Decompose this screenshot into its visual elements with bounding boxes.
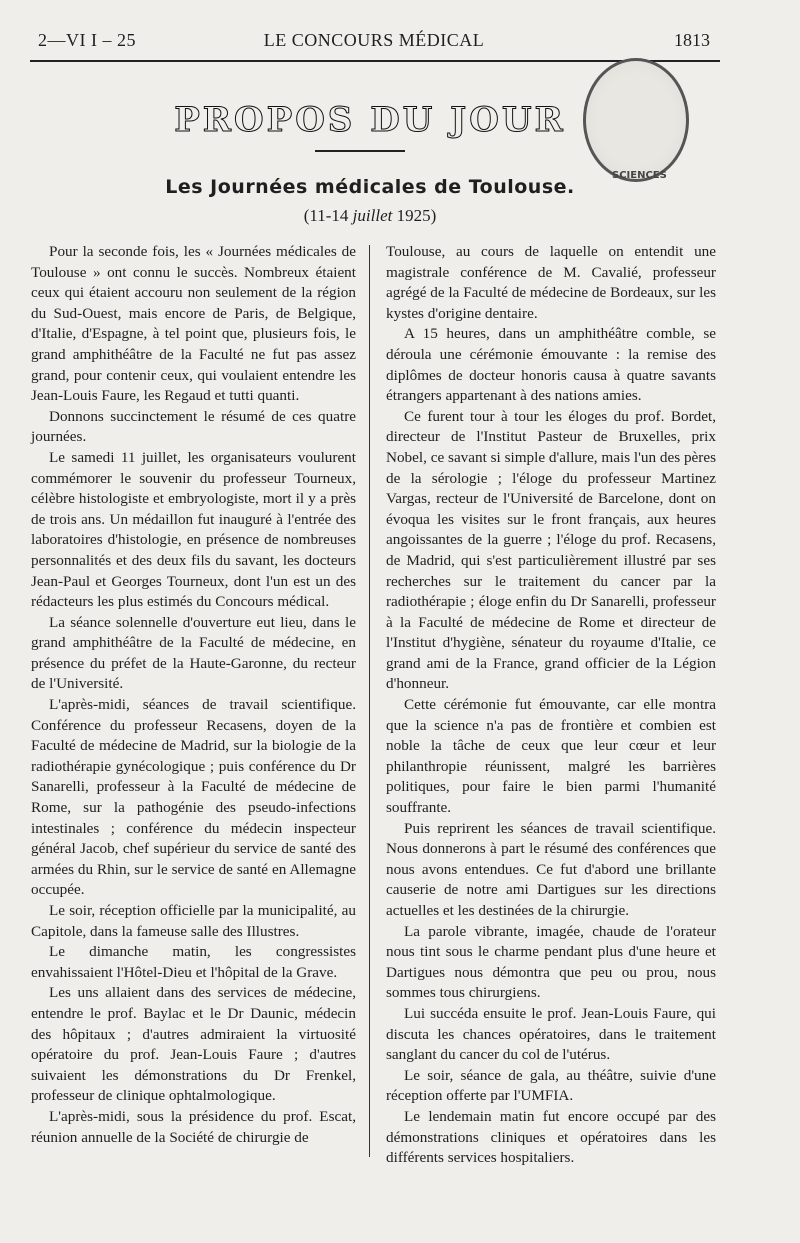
paragraph: Donnons succinctement le résumé de ces quatre journées. [31, 407, 356, 446]
paragraph: La séance solennelle d'ouverture eut lieu, dans le grand amphithéâtre de la Faculté de médecine, en présence du préfet de la Haute-Garonne, du recteur de l'Université. [31, 613, 356, 693]
issue-date: 2—VI I – 25 [38, 30, 136, 50]
paragraph: Ce furent tour à tour les éloges du prof. Bordet, directeur de l'Institut Pasteur de Bruxelles, prix Nobel, ce savant si simple d'allure, mais l'un des pères de la sérologie ; l'éloge du professeur Martinez Vargas, recteur de l'Université de Barcelone, dont on évoqua les visites sur le front français, aux heures angoissantes de la guerre ; l'éloge du prof. Recasens, de Madrid, qui s'est particulièrement illustré par ses recherches sur le traitement du cancer par la radiothérapie ; éloge enfin du Dr Sanarelli, professeur à la Faculté de médecine de Rome et directeur de l'Institut d'hygiène, sénateur du royaume d'Italie, ce grand ami de la France, grand officier de la Légion d'honneur. [386, 407, 716, 693]
right-column [386, 242, 716, 1169]
column-divider [369, 245, 370, 1157]
paragraph: Le soir, séance de gala, au théâtre, suivie d'une réception offerte par l'UMFIA. [386, 1066, 716, 1105]
paragraph: Puis reprirent les séances de travail scientifique. Nous donnerons à part le résumé des conférences que nous avons entendues. Ce fut d'abord une brillante causerie de notre ami Dartigues sur les directions actuelles et les destinées de la chirurgie. [386, 819, 716, 919]
paragraph: Cette cérémonie fut émouvante, car elle montra que la science n'a pas de frontière et combien est noble la tâche de ceux que leur cœur et leur philanthropie réunissent, malgré les barrières politiques, pour faire le bien parmi l'humanité souffrante. [386, 696, 716, 817]
page-number: 1813 [674, 30, 710, 50]
paragraph: Lui succéda ensuite le prof. Jean-Louis Faure, qui discuta les chances opératoires, dans le traitement sanglant du cancer du col de l'utérus. [386, 1004, 716, 1064]
paragraph: Le soir, réception officielle par la municipalité, au Capitole, dans la fameuse salle des Illustres. [31, 902, 356, 940]
stamp-lower-text: SCIENCES [612, 170, 667, 181]
article-title: Les Journées médicales de Toulouse. [165, 176, 575, 198]
paragraph: Le samedi 11 juillet, les organisateurs voulurent commémorer le souvenir du professeur Tourneux, célèbre histologiste et embryologiste, mort il y a près de trois ans. Un médaillon fut inauguré à l'entrée des laboratoires d'histologie, en présence de nombreuses personnalités et des deux fils du savant, les docteurs Jean-Paul et Georges Tourneux, dont l'un est un des rédacteurs les plus estimés du Concours médical. [31, 448, 356, 611]
article-date [0, 206, 740, 226]
paragraph: A 15 heures, dans un amphithéâtre comble, se déroula une cérémonie émouvante : la remise des diplômes de docteur honoris causa à quatre savants étrangers appartenant à des nations amies. [386, 325, 716, 405]
paragraph: L'après-midi, sous la présidence du prof. Escat, réunion annuelle de la Société de chirurgie de [31, 1107, 356, 1146]
paragraph: Pour la seconde fois, les « Journées médicales de Toulouse » ont connu le succès. Nombreux étaient ceux qui étaient accouru non seulement de la région du Sud-Ouest, mais encore de Paris, de Belgique, d'Italie, d'Espagne, à tel point que, plusieurs fois, le grand amphithéâtre de la Faculté ne fut pas assez grand, pour contenir ceux, qui voulaient entendre les Jean-Louis Faure, les Regaud et tutti quanti. [31, 243, 356, 405]
date-open: (11-14 [303, 206, 353, 225]
date-month: juillet [352, 206, 393, 225]
paragraph: Toulouse, au cours de laquelle on entendit une magistrale conférence de M. Cavalié, professeur agrégé de la Faculté de médecine de Bordeaux, sur les kystes d'origine dentaire. [386, 243, 716, 322]
journal-title: LE CONCOURS MÉDICAL [263, 30, 485, 50]
paragraph: Le dimanche matin, les congressistes envahissaient l'Hôtel-Dieu et l'hôpital de la Grave. [31, 943, 356, 981]
running-header [38, 30, 710, 54]
date-close: 1925) [392, 206, 437, 225]
section-kicker: PROPOS DU JOUR [174, 100, 566, 140]
paragraph: L'après-midi, séances de travail scientifique. Conférence du professeur Recasens, doyen de la Faculté de médecine de Madrid, sur la biologie de la radiothérapie gynécologique ; puis conférence du Dr Sanarelli, professeur à la Faculté de médecine de Rome, sur la pathogénie des pseudo-infections intestinales ; conférence du médecin inspecteur général Jacob, chef supérieur du service de santé des armées du Rhin, sur le service de santé en Allemagne occupée. [31, 696, 356, 899]
paragraph: La parole vibrante, imagée, chaude de l'orateur nous tint sous le charme pendant plus d'une heure et Dartigues nous démontra que peu ou prou, nous sommes tous chirurgiens. [386, 922, 716, 1002]
paragraph: Le lendemain matin fut encore occupé par des démonstrations cliniques et opératoires dans les différents services hospitaliers. [386, 1107, 716, 1167]
kicker-rule [315, 150, 405, 152]
left-column [31, 242, 356, 1148]
paragraph: Les uns allaient dans des services de médecine, entendre le prof. Baylac et le Dr Daunic, médecin des hôpitaux ; d'autres admiraient la virtuosité opératoire du prof. Jean-Louis Faure ; d'autres suivaient les démonstrations du Dr Frenkel, professeur de clinique ophtalmologique. [31, 984, 356, 1105]
